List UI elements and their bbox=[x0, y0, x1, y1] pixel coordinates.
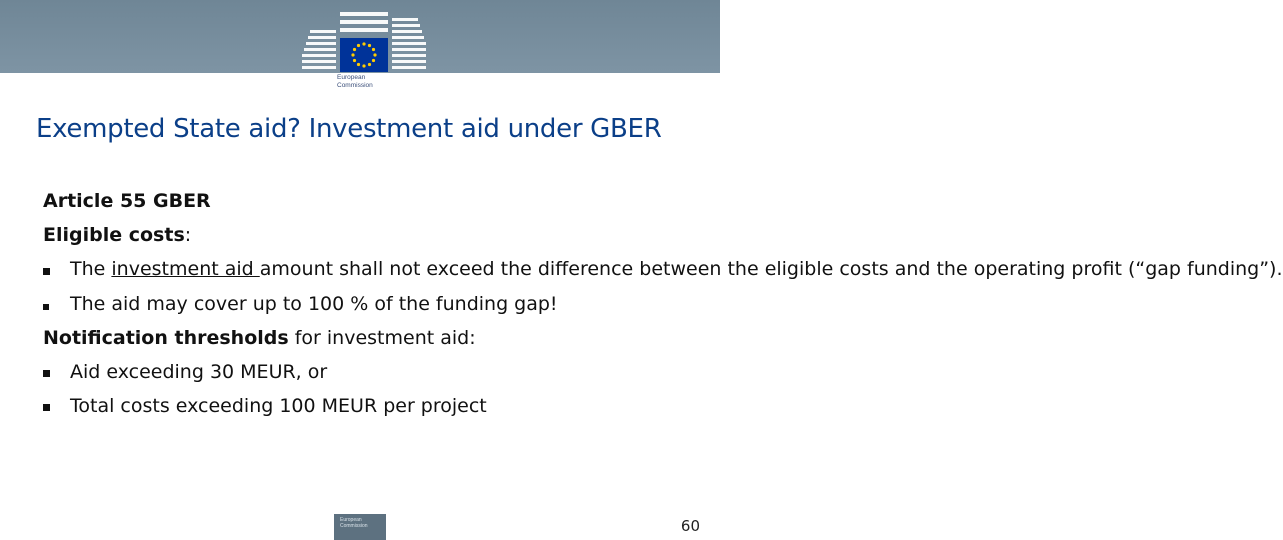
page-title: Exempted State aid? Investment aid under GBER bbox=[36, 114, 662, 144]
article-heading: Article 55 GBER bbox=[43, 190, 211, 212]
page-number: 60 bbox=[680, 517, 700, 535]
bullet-icon bbox=[43, 404, 50, 411]
bullet-item-cost-threshold: Total costs exceeding 100 MEUR per project bbox=[43, 389, 683, 423]
eligible-costs-heading: Eligible costs: bbox=[43, 224, 192, 246]
bullet-item-gap-funding: The investment aid amount shall not exceed the difference between the eligible costs and the operating profit (“gap funding”). bbox=[43, 255, 670, 284]
bullet-icon bbox=[43, 304, 49, 310]
notification-thresholds-heading: Notification thresholds for investment aid: bbox=[43, 327, 476, 349]
bullet-item-aid-threshold: Aid exceeding 30 MEUR, or bbox=[43, 355, 683, 389]
bullet-item-funding-gap: The aid may cover up to 100 % of the funding gap! bbox=[43, 287, 683, 321]
bullet-icon bbox=[43, 268, 50, 275]
slide-content bbox=[43, 184, 1283, 423]
footer-logo: European Commission bbox=[334, 514, 386, 540]
bullet-icon bbox=[43, 370, 50, 377]
european-commission-wordmark: European Commission bbox=[337, 74, 373, 89]
